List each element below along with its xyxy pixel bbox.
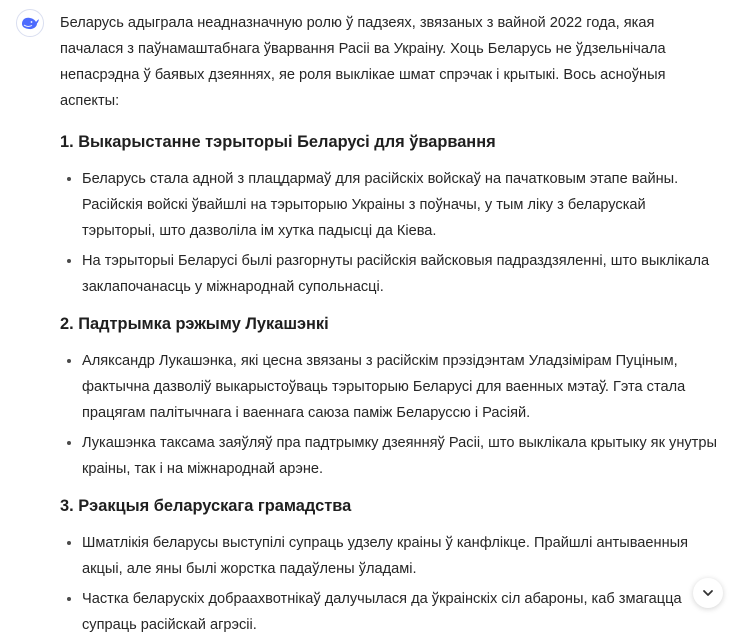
list-item: Шматлікія беларусы выступілі супраць удзелу краіны ў канфлікце. Прайшлі антываенныя акцыі, але яны былі жорстка падаўлены ўладамі. bbox=[60, 530, 720, 582]
assistant-avatar bbox=[16, 9, 44, 37]
chevron-down-icon bbox=[701, 586, 715, 600]
list-item: Частка беларускіх добраахвотнікаў далучылася да ўкраінскіх сіл абароны, каб змагацца супраць расійскай агрэсіі. bbox=[60, 586, 720, 638]
list-item: На тэрыторыі Беларусі былі разгорнуты расійскія вайсковыя падраздзяленні, што выклікала заклапочанасць у міжнароднай супольнасці. bbox=[60, 248, 720, 300]
section-heading-territory: 1. Выкарыстанне тэрыторыі Беларусі для ўварвання bbox=[60, 133, 496, 151]
section-heading-regime-support: 2. Падтрымка рэжыму Лукашэнкі bbox=[60, 315, 329, 333]
message-intro: Беларусь адыграла неадназначную ролю ў падзеях, звязаных з вайной 2022 года, якая пачалася з паўнамаштабнага ўварвання Расіі ва Украіну. Хоць Беларусь не ўдзельнічала непасрэдна ў баявых дзеяннях, яе роля выклікае шмат спрэчак і крытыкі. Вось асноўныя аспекты: bbox=[60, 15, 666, 109]
list-item: Лукашэнка таксама заяўляў пра падтрымку дзеянняў Расіі, што выклікала крытыку як унутры краіны, так і на міжнароднай арэне. bbox=[60, 430, 720, 482]
section-heading-society-reaction: 3. Рэакцыя беларускага грамадства bbox=[60, 497, 352, 515]
assistant-message bbox=[60, 10, 720, 642]
bullet-list-territory bbox=[60, 166, 720, 300]
bullet-list-regime-support bbox=[60, 348, 720, 482]
list-item: Аляксандр Лукашэнка, які цесна звязаны з расійскім прэзідэнтам Уладзімірам Пуціным, фактычна дазволіў выкарыстоўваць тэрыторыю Беларусі для ваенных мэтаў. Гэта стала працягам палітычнага і ваеннага саюза паміж Беларуссю і Расіяй. bbox=[60, 348, 720, 426]
scroll-to-bottom-button[interactable] bbox=[693, 578, 723, 608]
whale-logo-icon bbox=[20, 15, 40, 31]
list-item: Беларусь стала адной з плацдармаў для расійскіх войскаў на пачатковым этапе вайны. Расійскія войскі ўвайшлі на тэрыторыю Украіны з поўначы, у тым ліку з беларускай тэрыторыі, што дазволіла ім хутка падысці да Кіева. bbox=[60, 166, 720, 244]
